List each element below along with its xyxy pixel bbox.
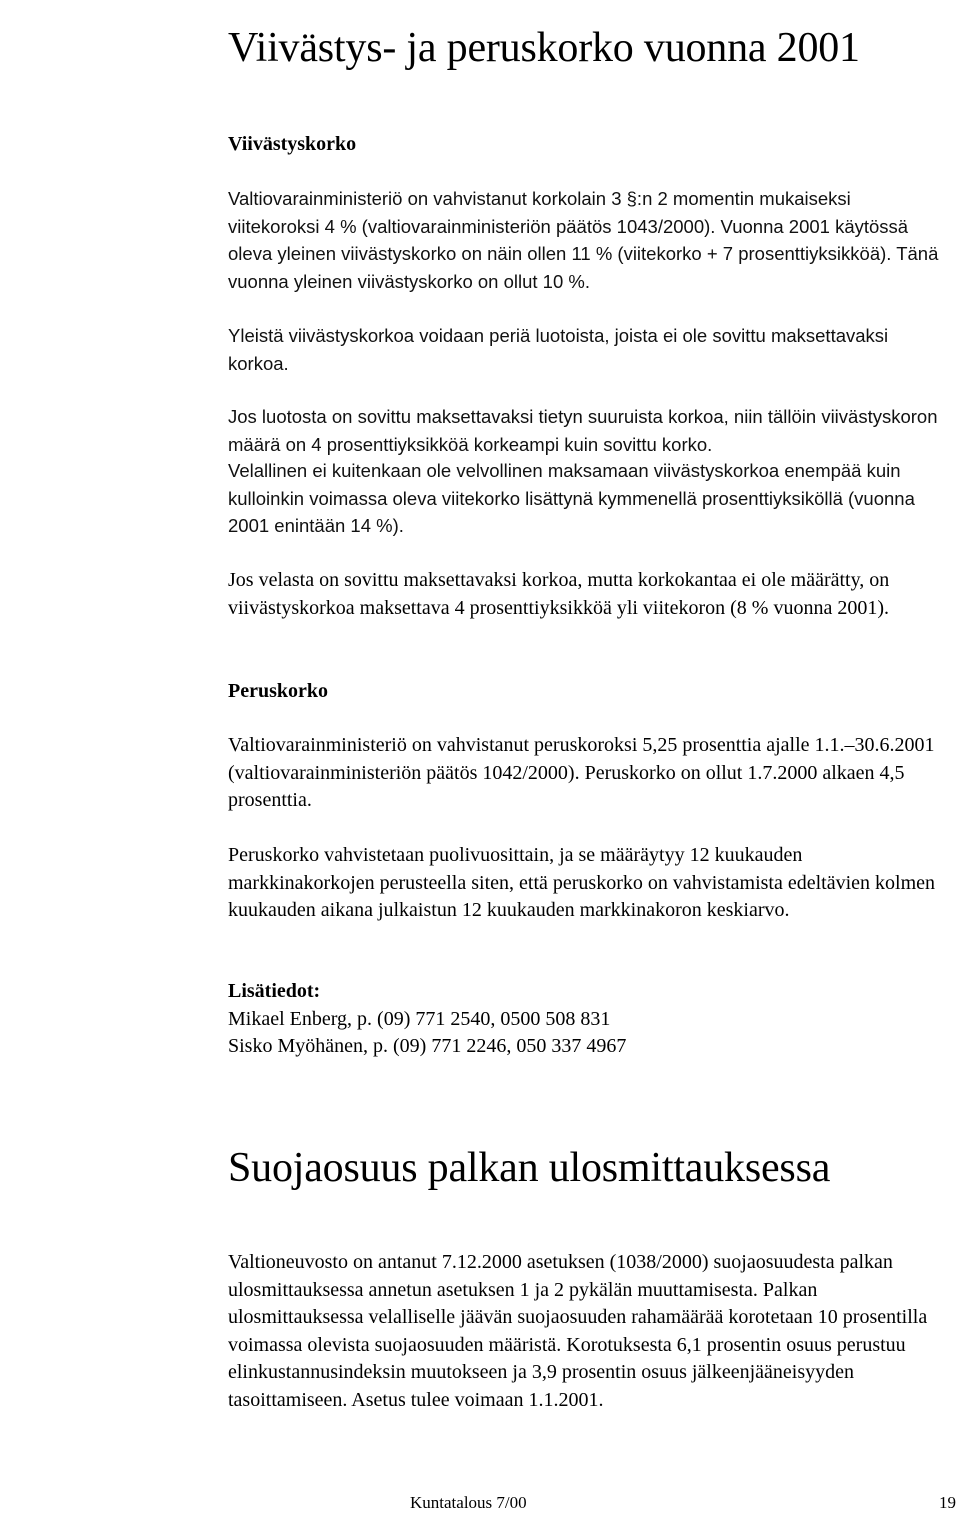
viivastyskorko-paragraph-2: Yleistä viivästyskorkoa voidaan periä luotoista, joista ei ole sovittu maksettavaksi korkoa. xyxy=(228,325,889,374)
lisatiedot-label: Lisätiedot: xyxy=(228,980,321,1002)
lisatiedot-block xyxy=(228,978,940,1061)
viivastyskorko-paragraph-4: Velallinen ei kuitenkaan ole velvollinen maksamaan viivästyskorkoa enempää kuin kulloinkin voimassa oleva viitekorko lisättynä kymmenellä prosenttiyksiköllä (vuonna 2001 enintään 14 %). xyxy=(228,460,915,536)
viivastyskorko-paragraph-5: Jos velasta on sovittu maksettavaksi korkoa, mutta korkokantaa ei ole määrätty, on viivästyskorkoa maksettava 4 prosenttiyksikköä yli viitekoron (8 % vuonna 2001). xyxy=(228,569,890,619)
peruskorko-paragraph-1: Valtiovarainministeriö on vahvistanut peruskoroksi 5,25 prosenttia ajalle 1.1.–30.6.2001 (valtiovarainministeriön päätös 1042/2000). Peruskorko on ollut 1.7.2000 alkaen 4,5 prosenttia. xyxy=(228,734,935,811)
viivastyskorko-heading: Viivästyskorko xyxy=(228,133,357,155)
peruskorko-paragraph-2: Peruskorko vahvistetaan puolivuosittain, ja se määräytyy 12 kuukauden markkinakorkojen perusteella siten, että peruskorko on vahvistamista edeltävien kolmen kuukauden aikana julkaistun 12 kuukauden markkinakoron keskiarvo. xyxy=(228,844,936,921)
section-title-suojaosuus: Suojaosuus palkan ulosmittauksessa xyxy=(228,1145,831,1191)
footer-publication: Kuntatalous 7/00 xyxy=(410,1493,527,1512)
contact-line: Sisko Myöhänen, p. (09) 771 2246, 050 337 4967 xyxy=(228,1035,627,1057)
viivastyskorko-paragraph-1: Valtiovarainministeriö on vahvistanut korkolain 3 §:n 2 momentin mukaiseksi viitekoroksi 4 % (valtiovarainministeriön päätös 1043/2000). Vuonna 2001 käytössä oleva yleinen viivästyskorko on näin ollen 11 % (viitekorko + 7 prosenttiyksikköä). Tänä vuonna yleinen viivästyskorko on ollut 10 %. xyxy=(228,188,939,292)
peruskorko-heading: Peruskorko xyxy=(228,680,328,702)
page-title: Viivästys- ja peruskorko vuonna 2001 xyxy=(228,25,860,71)
footer-page-number: 19 xyxy=(939,1493,956,1512)
contact-line: Mikael Enberg, p. (09) 771 2540, 0500 508 831 xyxy=(228,1007,611,1030)
viivastyskorko-paragraph-3: Jos luotosta on sovittu maksettavaksi tietyn suuruista korkoa, niin tällöin viivästyskoron määrä on 4 prosenttiyksikköä korkeampi kuin sovittu korko. xyxy=(228,406,938,455)
suojaosuus-paragraph: Valtioneuvosto on antanut 7.12.2000 asetuksen (1038/2000) suojaosuudesta palkan ulosmittauksessa annetun asetuksen 1 ja 2 pykälän muuttamisesta. Palkan ulosmittauksessa velalliselle jäävän suojaosuuden rahamäärää korotetaan 10 prosentilla voimassa olevista suojaosuuden määristä. Korotuksesta 6,1 prosentin osuus perustuu elinkustannusindeksin muutokseen ja 3,9 prosentin osuus jälkeenjääneisyyden tasoittamiseen. Asetus tulee voimaan 1.1.2001. xyxy=(228,1251,928,1411)
